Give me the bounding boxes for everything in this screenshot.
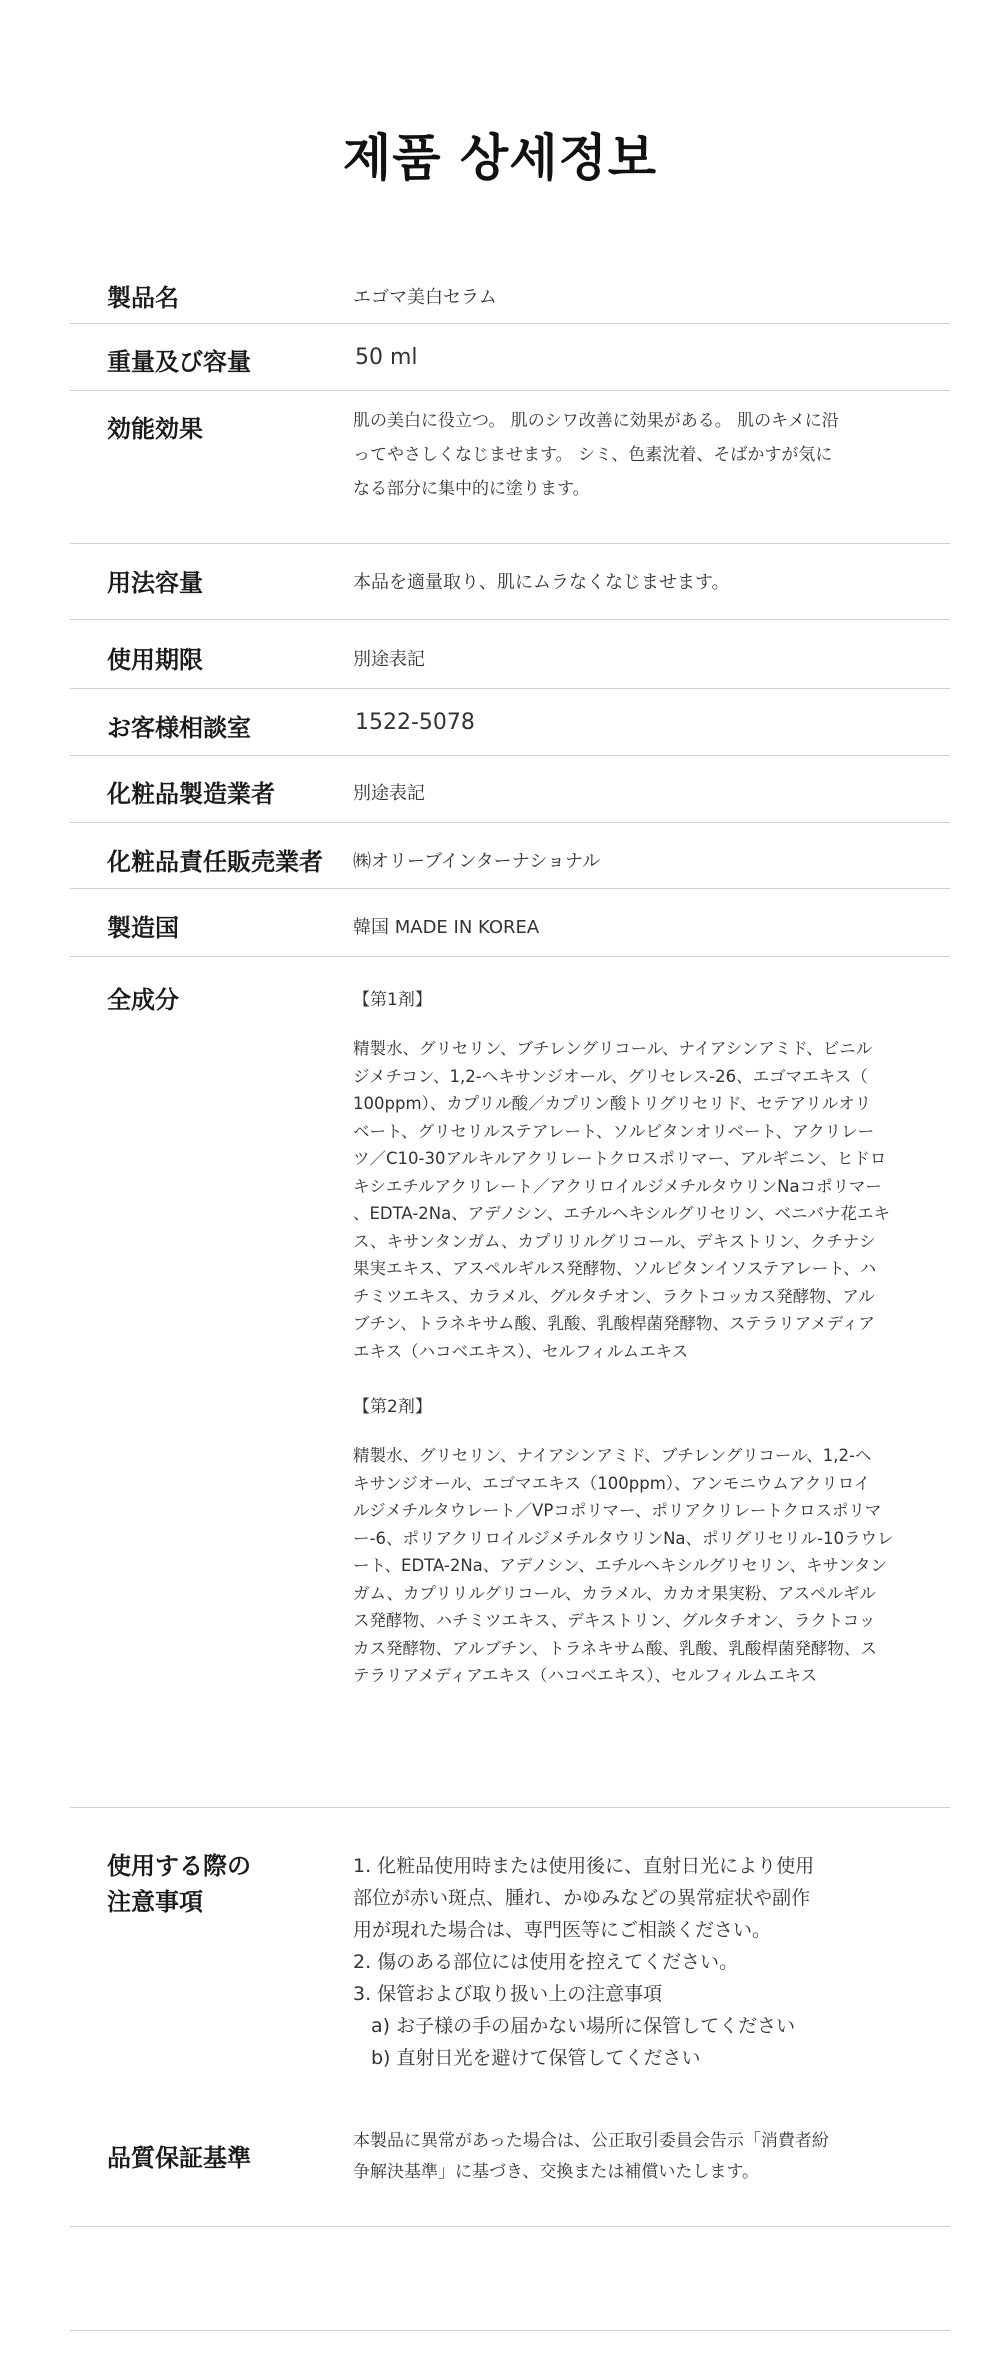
value-expiry: 別途表記 [353,649,425,670]
ingredient-line: ガム、カプリリルグリコール、カラメル、カカオ果実粉、アスペルギル [353,1583,876,1603]
label-caution [107,1848,251,1920]
ingredient-line: ブチン、トラネキサム酸、乳酸、乳酸桿菌発酵物、ステラリアメディア [353,1314,875,1333]
divider [70,2330,950,2331]
efficacy-line: 肌の美白に役立つ。 肌のシワ改善に効果がある。 肌のキメに沿 [353,411,839,431]
ingredient-line: 100ppm）、カプリル酸／カプリン酸トリグリセリド、セテアリルオリ [353,1094,872,1113]
value-manufacturer: 別途表記 [353,783,425,804]
ingredient-line: ー-6、ポリアクリロイルジメチルタウリンNa、ポリグリセリル-10ラウレ [353,1528,894,1548]
divider [70,390,950,391]
label-efficacy: 効能効果 [107,415,203,443]
efficacy-line: なる部分に集中的に塗ります。 [353,479,590,499]
label-distributor: 化粧品責任販売業者 [107,848,323,876]
divider [70,2226,950,2227]
divider [70,1807,950,1808]
label-caution-line1: 使用する際の [107,1852,251,1880]
label-weight: 重量及び容量 [107,348,251,376]
quality-line: 争解決基準」に基づき、交換または補償いたします。 [353,2162,759,2182]
value-customer-center: 1522-5078 [355,710,475,735]
value-country: 韓国 MADE IN KOREA [353,917,540,938]
caution-subline: b) 直射日光を避けて保管してください [371,2047,701,2069]
divider [70,755,950,756]
label-manufacturer: 化粧品製造業者 [107,780,275,808]
caution-line: 1. 化粧品使用時または使用後に、直射日光により使用 [353,1855,815,1877]
value-weight: 50 ml [355,345,418,370]
quality-text [353,2126,873,2188]
efficacy-line: ってやさしくなじませます。 シミ、色素沈着、そばかすが気に [353,445,833,465]
ingredients-part1 [353,1035,943,1365]
caution-subline: a) お子様の手の届かない場所に保管してください [371,2015,796,2037]
label-ingredients: 全成分 [107,986,179,1014]
caution-line: 2. 傷のある部位には使用を控えてください。 [353,1951,739,1973]
divider [70,956,950,957]
ingredient-line: エキス（ハコベエキス）、セルフィルムエキス [353,1341,689,1361]
value-efficacy [353,404,943,506]
ingredient-line: キシエチルアクリレート／アクリロイルジメチルタウリンNaコポリマー [353,1176,882,1196]
ingredient-line: ルジメチルタウレート／VPコポリマー、ポリアクリレートクロスポリマ [353,1501,882,1520]
page-title: 제품 상세정보 [342,129,658,187]
value-distributor: ㈱オリーブインターナショナル [353,851,601,872]
divider [70,323,950,324]
divider [70,619,950,620]
label-usage: 用法容量 [107,569,203,597]
ingredient-line: 精製水、グリセリン、ナイアシンアミド、ブチレングリコール、1,2-ヘ [353,1446,872,1465]
caution-line: 部位が赤い斑点、腫れ、かゆみなどの異常症状や副作 [353,1887,811,1909]
ingredients-part2-heading: 【第2剤】 [353,1397,432,1417]
caution-line: 用が現れた場合は、専門医等にご相談ください。 [353,1919,772,1941]
ingredient-line: チミツエキス、カラメル、グルタチオン、ラクトコッカス発酵物、アル [353,1286,875,1306]
divider [70,543,950,544]
ingredient-line: 果実エキス、アスペルギルス発酵物、ソルビタンイソステアレート、ハ [353,1259,877,1278]
ingredients-part1-heading: 【第1剤】 [353,990,432,1010]
ingredient-line: ス、キサンタンガム、カプリリルグリコール、デキストリン、クチナシ [353,1231,876,1251]
value-usage: 本品を適量取り、肌にムラなくなじませます。 [353,572,730,593]
label-caution-line2: 注意事項 [107,1888,203,1916]
ingredient-line: ベート、グリセリルステアレート、ソルビタンオリベート、アクリレー [353,1121,875,1141]
value-product-name: エゴマ美白セラム [353,287,497,308]
label-product-name: 製品名 [107,284,179,312]
caution-text [353,1850,873,2074]
ingredient-line: ツ／C10-30アルキルアクリレートクロスポリマー、アルギニン、ヒドロ [353,1149,887,1168]
divider [70,888,950,889]
label-country: 製造国 [107,914,179,942]
label-customer-center: お客様相談室 [107,714,251,742]
ingredient-line: ス発酵物、ハチミツエキス、デキストリン、グルタチオン、ラクトコッ [353,1611,876,1630]
ingredient-line: キサンジオール、エゴマエキス（100ppm）、アンモニウムアクリロイ [353,1473,871,1493]
divider [70,822,950,823]
ingredient-line: 精製水、グリセリン、ブチレングリコール、ナイアシンアミド、ビニル [353,1039,873,1058]
ingredient-line: テラリアメディアエキス（ハコベエキス）、セルフィルムエキス [353,1666,818,1685]
divider [70,688,950,689]
ingredients-part2 [353,1442,943,1690]
label-expiry: 使用期限 [107,646,203,674]
ingredient-line: ート、EDTA-2Na、アデノシン、エチルヘキシルグリセリン、キサンタン [353,1556,888,1575]
ingredient-line: 、EDTA-2Na、アデノシン、エチルヘキシルグリセリン、ベニバナ花エキ [353,1204,890,1223]
ingredient-line: ジメチコン、1,2-ヘキサンジオール、グリセレス-26、エゴマエキス（ [353,1066,868,1086]
caution-line: 3. 保管および取り扱い上の注意事項 [353,1983,663,2005]
label-quality: 品質保証基準 [107,2144,251,2172]
ingredient-line: カス発酵物、アルブチン、トラネキサム酸、乳酸、乳酸桿菌発酵物、ス [353,1638,877,1658]
quality-line: 本製品に異常があった場合は、公正取引委員会告示「消費者紛 [353,2131,829,2151]
